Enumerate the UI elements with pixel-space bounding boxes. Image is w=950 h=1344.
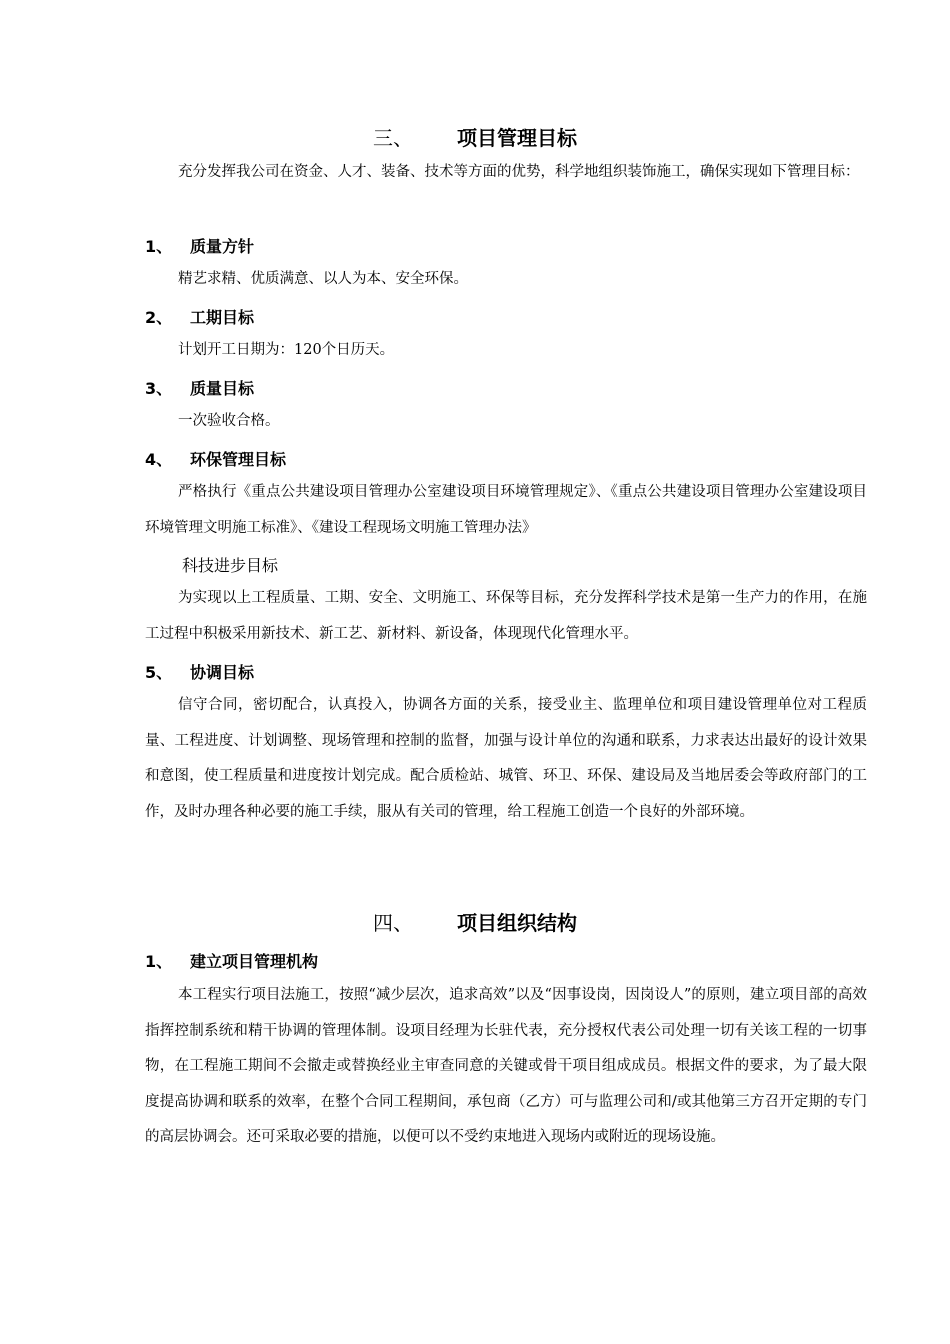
item-4-number: 4、: [145, 450, 173, 469]
section-4-item-1-title: 建立项目管理机构: [190, 952, 319, 971]
item-1-title: 质量方针: [190, 237, 255, 256]
item-3-title: 质量目标: [190, 379, 255, 398]
section-3-title: [0, 122, 950, 151]
section-4-item-1-heading: [145, 949, 318, 972]
item-2-title: 工期目标: [190, 308, 255, 327]
item-1-number: 1、: [145, 237, 173, 256]
item-5-heading: [145, 660, 254, 683]
section-4-title: [0, 907, 950, 936]
tech-progress-body: 为实现以上工程质量、工期、安全、文明施工、环保等目标，充分发挥科学技术是第一生产力的作用，在施工过程中积极采用新技术、新工艺、新材料、新设备，体现现代化管理水平。: [145, 590, 867, 642]
section-4-item-1-body: 本工程实行项目法施工，按照“减少层次，追求高效”以及“因事设岗，因岗设人”的原则，建立项目部的高效指挥控制系统和精干协调的管理体制。设项目经理为长驻代表，充分授权代表公司处理一切有关该工程的一切事物，在工程施工期间不会撤走或替换经业主审查同意的关键或骨干项目组成成员。根据文件的要求，为了最大限度提高协调和联系的效率，在整个合同工程期间，承包商（乙方）可与监理公司和/或其他第三方召开定期的专门的高层协调会。还可采取必要的措施，以便可以不受约束地进入现场内或附近的现场设施。: [145, 987, 867, 1145]
item-3-number: 3、: [145, 379, 173, 398]
item-3-body: 一次验收合格。: [178, 413, 280, 429]
item-3-heading: [145, 376, 254, 399]
tech-progress-title: 科技进步目标: [182, 556, 279, 575]
item-2-body: 计划开工日期为：120个日历天。: [178, 342, 395, 358]
item-5-number: 5、: [145, 663, 173, 682]
item-1-heading: [145, 234, 254, 257]
section-4-number: 四、: [373, 911, 413, 935]
section-3-intro: 充分发挥我公司在资金、人才、装备、技术等方面的优势，科学地组织装饰施工，确保实现如下管理目标：: [178, 164, 860, 180]
section-3-title-text: 项目管理目标: [457, 126, 577, 150]
section-4-item-1-number: 1、: [145, 952, 173, 971]
item-4-heading: [145, 447, 286, 470]
item-4-body: 严格执行《重点公共建设项目管理办公室建设项目环境管理规定》、《重点公共建设项目管理办公室建设项目环境管理文明施工标准》、《建设工程现场文明施工管理办法》: [145, 484, 867, 536]
section-3-number: 三、: [373, 126, 413, 150]
section-4-title-text: 项目组织结构: [457, 911, 577, 935]
item-2-number: 2、: [145, 308, 173, 327]
item-4-title: 环保管理目标: [190, 450, 287, 469]
item-5-body: 信守合同，密切配合，认真投入，协调各方面的关系，接受业主、监理单位和项目建设管理单位对工程质量、工程进度、计划调整、现场管理和控制的监督，加强与设计单位的沟通和联系，力求表达出最好的设计效果和意图，使工程质量和进度按计划完成。配合质检站、城管、环卫、环保、建设局及当地居委会等政府部门的工作，及时办理各种必要的施工手续，服从有关司的管理，给工程施工创造一个良好的外部环境。: [145, 697, 867, 820]
item-2-heading: [145, 305, 254, 328]
item-1-body: 精艺求精、优质满意、以人为本、安全环保。: [178, 271, 468, 287]
item-5-title: 协调目标: [190, 663, 255, 682]
